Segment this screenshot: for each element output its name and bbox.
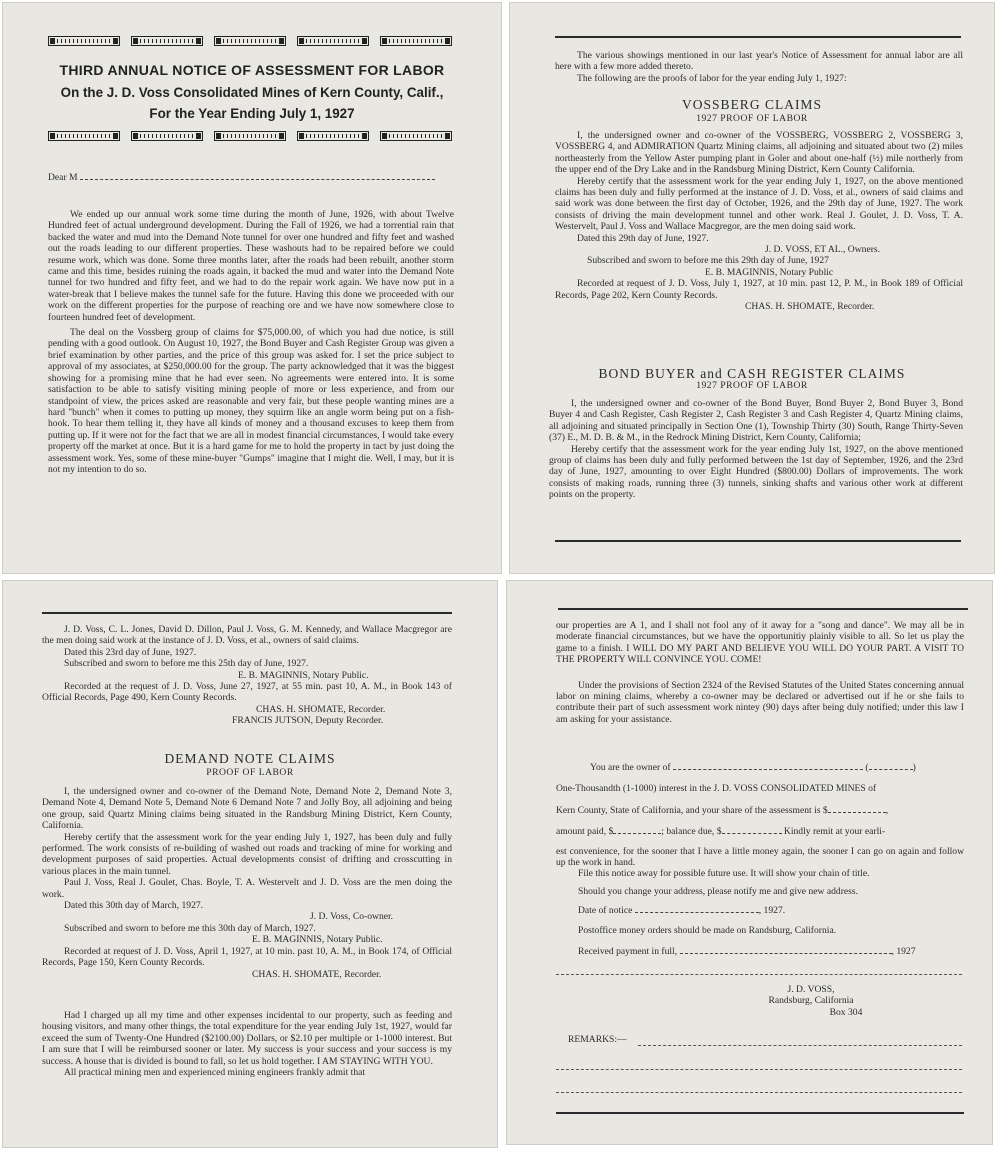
letter-body <box>48 209 454 475</box>
convenience-text: est convenience, for the sooner that I have a little money again, the sooner I can go on again and follow up the work in hand. <box>556 845 964 869</box>
bottom-rule <box>555 540 961 542</box>
recorder-2: CHAS. H. SHOMATE, Recorder. <box>252 968 382 980</box>
demand-note-ownership: I, the undersigned owner and co-owner of the Demand Note, Demand Note 2, Demand Note 3, Demand Note 4, Demand Note 5, Demand Note 6 Demand Note 7 and Jolly Boy, all adjoining and being one group, said Quartz Mining claims being situated in the Randsburg Mining District, Kern County, California. <box>42 786 452 832</box>
intro-showings: The various showings mentioned in our last year's Notice of Assessment for annual labor are all here with a few more added thereto. <box>555 50 963 73</box>
owner-name-field[interactable] <box>673 769 863 770</box>
share-line: Kern County, State of California, and your share of the assessment is $ , <box>556 804 889 816</box>
closing-remarks <box>42 1010 452 1078</box>
bond-buyer-ownership: I, the undersigned owner and co-owner of the Bond Buyer, Bond Buyer 2, Bond Buyer 3, Bond Buyer 4 and Cash Register, Cash Register 2, Cash Register 3 and Cash Register 4, Quartz Mining claims, all adjoining and situated principally in Section One (1), Township Thirty (30) South, Range Thirty-Seven (37) E., M. D. B. & M., in the Redrock Mining District, Kern County, California; <box>549 398 963 444</box>
vossberg-proof-subheading: 1927 PROOF OF LABOR <box>696 113 808 124</box>
owner-shares-field[interactable] <box>869 769 913 770</box>
bottom-rule <box>556 1112 964 1114</box>
date-of-notice-label: Date of notice <box>578 905 633 917</box>
signature-name: J. D. VOSS, <box>787 984 835 995</box>
remarks-label: REMARKS:— <box>568 1034 627 1045</box>
closing-appeal <box>556 620 964 725</box>
remarks-line-2[interactable] <box>556 1069 962 1070</box>
owner-label: You are the owner of <box>590 762 671 773</box>
vossberg-claims-heading: VOSSBERG CLAIMS <box>682 97 822 112</box>
vossberg-sworn: Subscribed and sworn to before me this 29th day of June, 1927 <box>587 255 829 267</box>
notary-1: E. B. MAGINNIS, Notary Public. <box>238 669 369 681</box>
balance-due-field[interactable] <box>722 833 782 834</box>
remit-text: Kindly remit at your earli- <box>783 826 886 838</box>
date-of-notice-field[interactable] <box>635 912 759 913</box>
balance-due-label: ; balance due, $ <box>661 826 722 838</box>
dated-june-23: Dated this 23rd day of June, 1927. <box>64 646 197 658</box>
bond-buyer-proof-subheading: 1927 PROOF OF LABOR <box>696 380 808 391</box>
interest-line: One-Thousandth (1-1000) interest in the J. D. VOSS CONSOLIDATED MINES of <box>556 783 877 795</box>
dated-march-30: Dated this 30th day of March, 1927. <box>64 900 204 912</box>
share-amount-field[interactable] <box>828 812 886 813</box>
intro-text <box>555 50 963 84</box>
vossberg-ownership: I, the undersigned owner and co-owner of the VOSSBERG, VOSSBERG 2, VOSSBERG 3, VOSSBERG 4, and ADMIRATION Quartz Mining claims, all adjoining and situated about two (2) miles northeasterly from the Yellow Aster pumping plant in Goler and about one-half (½) mile northerly from the upper end of the Dry Lake and in the Randsburg Mining District, Kern County California. <box>555 130 963 176</box>
paren-close: ) <box>912 762 916 773</box>
received-year: , 1927 <box>891 946 916 958</box>
remarks-line-1[interactable] <box>638 1045 962 1046</box>
ornament-border-top <box>48 36 452 48</box>
recorder-1: CHAS. H. SHOMATE, Recorder. <box>256 703 386 715</box>
file-notice-text: File this notice away for possible future use. It will show your chain of title. <box>578 868 870 880</box>
received-payment-line <box>556 946 964 957</box>
demand-note-certification: Hereby certify that the assessment work for the year ending July 1, 1927, has been duly and fully performed. The work consists of re-building of washed out roads and tracking of mine for working and development purposes of said properties. Actual developments consist of drifting and crosscutting in various places in the main tunnel. <box>42 831 452 877</box>
divider-dashed <box>556 974 962 975</box>
change-address-text: Should you change your address, please notify me and give new address. <box>578 885 859 897</box>
deputy-recorder: FRANCIS JUTSON, Deputy Recorder. <box>232 715 384 727</box>
notice-title: THIRD ANNUAL NOTICE OF ASSESSMENT FOR LABOR <box>59 62 445 78</box>
vossberg-recorder: CHAS. H. SHOMATE, Recorder. <box>745 301 875 313</box>
page-4 <box>506 580 993 1145</box>
vossberg-section <box>555 130 963 313</box>
vossberg-owners-signature: J. D. VOSS, ET AL., Owners. <box>765 244 881 256</box>
intro-proofs: The following are the proofs of labor for the year ending July 1, 1927: <box>577 72 847 84</box>
sworn-june-25: Subscribed and sworn to before me this 25th day of June, 1927. <box>64 658 309 670</box>
cash-register-affidavit <box>42 624 452 727</box>
vossberg-recorded: Recorded at request of J. D. Voss, July 1, 1927, at 10 min. past 12, P. M., in Book 189 of Official Records, Page 202, Kern County Records. <box>555 278 963 301</box>
date-of-notice-line <box>556 905 964 916</box>
received-payment-label: Received payment in full, <box>578 946 678 958</box>
top-rule <box>555 36 961 38</box>
share-label: Kern County, State of California, and your share of the assessment is $ <box>556 804 828 816</box>
bond-buyer-certification: Hereby certify that the assessment work for the year ending July 1st, 1927, on the above mentioned group of claims has been duly and fully performed between the 1st day of September, 1926, and the 23rd day of June, 1927, amounting to over Eight Hundred ($800.00) Dollars of improvements. The work consists of making roads, running three (3) tunnels, sinking shafts and various other work at different points on the property. <box>549 443 963 501</box>
sworn-march-30: Subscribed and sworn to before me this 30th day of March, 1927. <box>64 922 316 934</box>
bond-buyer-claims-heading: BOND BUYER and CASH REGISTER CLAIMS <box>598 366 906 381</box>
demand-note-workers: Paul J. Voss, Real J. Goulet, Chas. Boyle, T. A. Westervelt and J. D. Voss are the men doing the work. <box>42 877 452 900</box>
expenditure-paragraph: Had I charged up all my time and other expenses incidental to our property, such as feeding and housing visitors, and many other things, the total expenditure for the year ending July 1st, 1927, would far exceed the sum of Twenty-One Hundred ($2100.00) Dollars, or $2.10 per multiple or 1-1000 interest. But I am sure that I will be reimbursed sooner or later. My success is your success and your success is my success. A house that is divided is bound to fall, so let us hold together. I AM STAYING WITH YOU. <box>42 1010 452 1067</box>
salutation-line <box>48 172 458 183</box>
recipient-name-field <box>80 179 435 180</box>
date-year: , 1927. <box>758 905 786 917</box>
vossberg-notary: E. B. MAGINNIS, Notary Public <box>705 266 834 278</box>
page-1 <box>2 2 502 574</box>
remarks-line-3[interactable] <box>556 1092 962 1093</box>
mining-men-paragraph: All practical mining men and experienced mining engineers frankly admit that <box>64 1067 366 1079</box>
co-owner-signature: J. D. Voss, Co-owner. <box>310 911 394 923</box>
top-rule <box>42 612 452 614</box>
signature-box: Box 304 <box>829 1006 863 1018</box>
recorded-june-27: Recorded at the request of J. D. Voss, June 27, 1927, at 55 min. past 10, A. M., in Book 143 of Official Records, Page 490, Kern County Records. <box>42 681 452 704</box>
notary-2: E. B. MAGINNIS, Notary Public. <box>252 934 383 946</box>
owner-line <box>556 762 964 773</box>
top-rule <box>558 608 968 610</box>
signature-city: Randsburg, California <box>768 995 854 1007</box>
bond-buyer-section <box>549 398 963 501</box>
paragraph-annual-work: We ended up our annual work some time during the month of June, 1926, with about Twelve Hundred feet of actual underground development. During the Fall of 1926, we had a torrential rain that backed the water and mud into the Demand Note tunnel for over one hundred and fifty feet and washed out the roads leading to our different properties. These washouts had to be repaired before we could resume work, which was done. Some three months later, after the roads had been rebuilt, another storm came and this time, besides ruining the roads again, it backed the mud and water into the Demand Note tunnel for two hundred and fifty feet, and we had to do the repair work again. We have now put in a water-break that I believe makes the tunnel safe for the future. Having this done we proceeded with our work on the different properties for the purpose of reaching ore and we have now somewhere close to fourteen hundred feet of development. <box>48 209 454 323</box>
vossberg-certification: Hereby certify that the assessment work for the year ending July 1, 1927, on the above mentioned claims has been duly and fully performed at the instance of J. D. Voss, et al., owners of said claims and said work was done between the first day of October, 1926, and the 29th day of June, 1927. The work consists of driving the main development tunnel and other work. Real J. Goulet, J. D. Voss, T. A. Westervelt, Paul J. Voss and Wallace Macgregor, are the men doing said work. <box>555 175 963 233</box>
ornament-border-bottom <box>48 131 452 143</box>
demand-note-claims-heading: DEMAND NOTE CLAIMS <box>164 751 336 766</box>
demand-note-section <box>42 786 452 980</box>
notice-subtitle-year: For the Year Ending July 1, 1927 <box>149 106 355 121</box>
recorded-april-1: Recorded at request of J. D. Voss, April 1, 1927, at 10 min. past 10, A. M., in Book 174, of Official Records, Page 150, Kern County Records. <box>42 945 452 969</box>
notice-subtitle-mines: On the J. D. Voss Consolidated Mines of Kern County, Calif., <box>60 85 444 100</box>
demand-note-proof-subheading: PROOF OF LABOR <box>206 767 294 778</box>
vossberg-dated: Dated this 29th day of June, 1927. <box>577 232 709 244</box>
payment-line <box>556 826 964 837</box>
workers-list: J. D. Voss, C. L. Jones, David D. Dillon, Paul J. Voss, G. M. Kennedy, and Wallace Macgregor are the men doing said work at the instance of J. D. Voss, et al., owners of said claims. <box>42 624 452 647</box>
paragraph-vossberg-deal: The deal on the Vossberg group of claims for $75,000.00, of which you had due notice, is still pending with a good outlook. On August 10, 1927, the Bond Buyer and Cash Register Group was given a brief examination by other parties, and the price of this group was asked for. I set the price subject to approval of my associates, at $250,000.00 for the group. The party acknowledged that it was the biggest showing for a promising mine that he had ever seen. No agreements were entered into. It is some satisfaction to be able to satisfy visiting mining people of more or less experience, and from our standpoint of view, the prices asked are reasonable and very fair, but these people wanting mines are a hard "bunch" when it comes to putting up money, they squirm like an angle worm being put on a fish-hook. To hear them telling it, they have all kinds of money and a thousand excuses to keep them from putting up. If it were not for the fact that we are all in modest financial circumstances, I would take every property off the market at once. But it is a hard game for me to hold the property in tact by just doing the assessment work. Yes, some of these mine-buyer "Gumps" imagine that I might die. Well, I may, but it is not my intention to do so. <box>48 327 454 475</box>
amount-paid-label: amount paid, $ <box>556 826 614 838</box>
received-payment-field[interactable] <box>680 953 892 954</box>
assessment-form <box>556 762 964 957</box>
amount-paid-field[interactable] <box>613 833 661 834</box>
properties-paragraph: our properties are A 1, and I shall not fool any of it away for a "song and dance". We may all be in moderate financial circumstances, but we have the opportunitiy plainly visible to all. So let us play the game to a finish. I WILL DO MY PART AND BELIEVE YOU WILL DO YOUR PART. A VISIT TO THE PROPERTY WILL CONVINCE YOU. COME! <box>556 620 964 666</box>
section-2324-paragraph: Under the provisions of Section 2324 of the Revised Statutes of the United States concerning annual labor on mining claims, whereby a co-owner may be declared or advertised out if he or she fails to contribute their part of such assessment work nintey (90) days after being duly notified; under this law I am asking for your assistance. <box>556 679 964 725</box>
page-3 <box>2 580 498 1148</box>
page-2 <box>509 2 995 574</box>
postoffice-text: Postoffice money orders should be made on Randsburg, California. <box>578 924 837 936</box>
paren-open: ( <box>865 762 869 773</box>
signature-block <box>706 984 916 1018</box>
salutation: Dear M <box>48 172 78 183</box>
